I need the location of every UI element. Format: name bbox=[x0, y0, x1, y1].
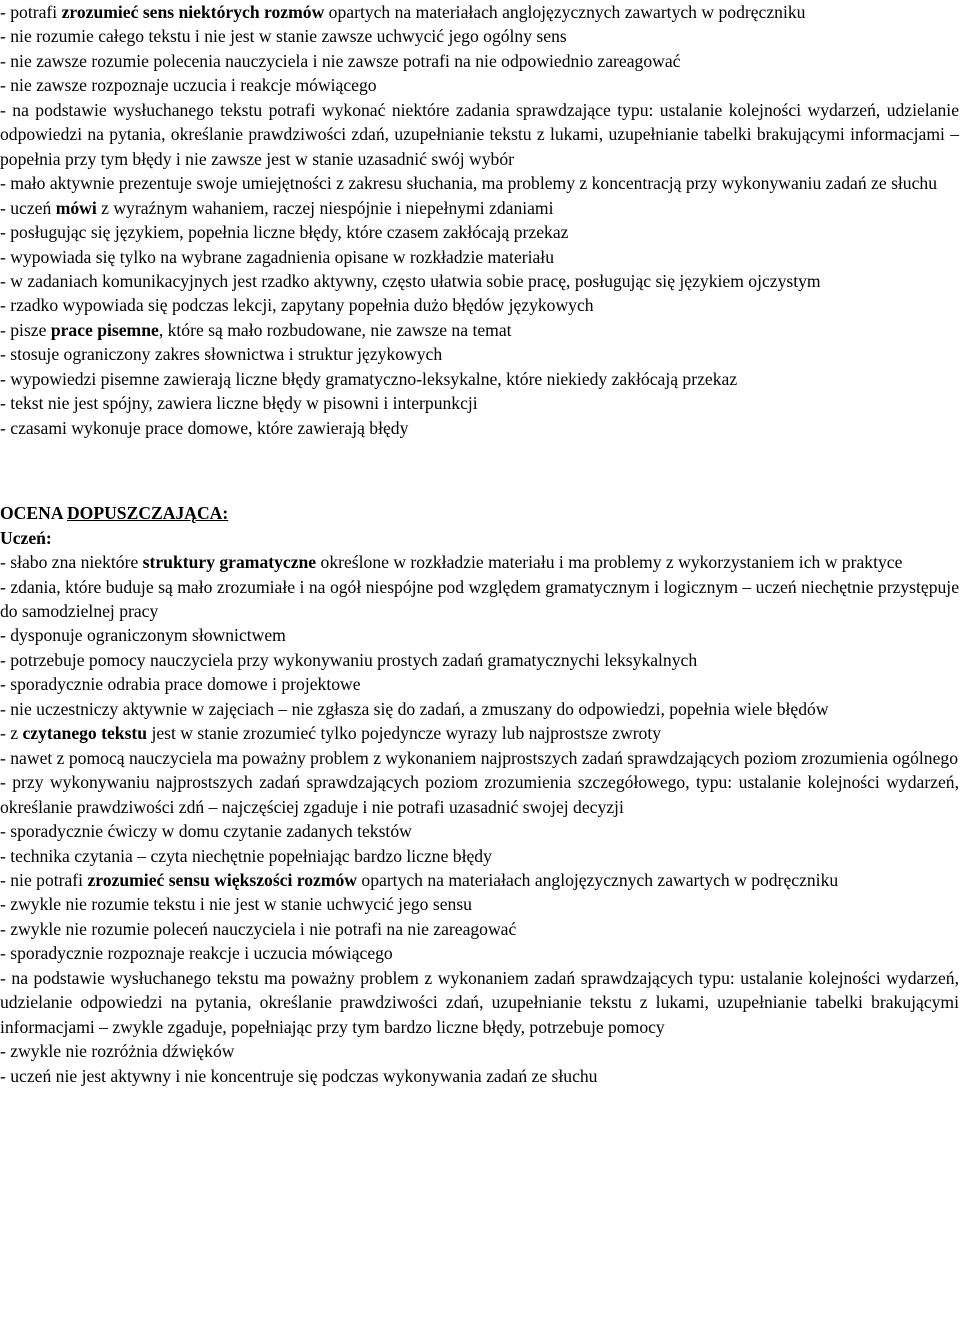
item-text: - nie zawsze rozumie polecenia nauczyciela i nie zawsze potrafi na nie odpowiednio zareagować bbox=[0, 50, 681, 71]
item-text: - nawet z pomocą nauczyciela ma poważny problem z wykonaniem najprostszych zadań sprawdzających poziom zrozumienia ogólnego bbox=[0, 747, 958, 768]
list-item bbox=[0, 391, 959, 415]
item-text: - rzadko wypowiada się podczas lekcji, zapytany popełnia dużo błędów językowych bbox=[0, 295, 594, 316]
item-text: - zwykle nie rozumie poleceń nauczyciela i nie potrafi na nie zareagować bbox=[0, 918, 517, 939]
list-item bbox=[0, 245, 959, 269]
top-criteria-list bbox=[0, 0, 959, 440]
item-text: - wypowiedzi pisemne zawierają liczne błędy gramatyczno-leksykalne, które niekiedy zakłócają przekaz bbox=[0, 368, 738, 389]
list-item bbox=[0, 697, 959, 721]
emphasized-text: czytanego tekstu bbox=[22, 723, 148, 744]
item-text: - na podstawie wysłuchanego tekstu potrafi wykonać niektóre zadania sprawdzające typu: ustalanie kolejności wydarzeń, udzielanie odpowiedzi na pytania, określanie prawdziwości zdań, uzupełnianie tekstu z lukami, uzupełnianie tabelki brakującymi informacjami – popełnia przy tym błędy i nie zawsze jest w stanie uzasadnić swój wybór bbox=[0, 99, 959, 169]
grade-heading-prefix: OCENA bbox=[0, 503, 67, 524]
item-text: - czasami wykonuje prace domowe, które zawierają błędy bbox=[0, 417, 409, 438]
list-item bbox=[0, 416, 959, 440]
item-text: - nie uczestniczy aktywnie w zajęciach – nie zgłasza się do zadań, a zmuszany do odpowiedzi, popełnia wiele błędów bbox=[0, 698, 829, 719]
item-text: - przy wykonywaniu najprostszych zadań sprawdzających poziom zrozumienia szczegółowego, typu: ustalanie kolejności wydarzeń, określanie prawdziwości zdń – najczęściej zgaduje i nie potrafi uzasadnić swojej decyzji bbox=[0, 772, 959, 817]
item-text: - potrzebuje pomocy nauczyciela przy wykonywaniu prostych zadań gramatycznychi leksykalnych bbox=[0, 649, 698, 670]
list-item bbox=[0, 575, 959, 624]
list-item bbox=[0, 49, 959, 73]
list-item bbox=[0, 269, 959, 293]
student-subheading: Uczeń: bbox=[0, 527, 52, 548]
item-text: - uczeń bbox=[0, 197, 56, 218]
emphasized-text: prace pisemne bbox=[50, 319, 159, 340]
item-text: - uczeń nie jest aktywny i nie koncentruje się podczas wykonywania zadań ze słuchu bbox=[0, 1065, 598, 1086]
item-text: - pisze bbox=[0, 319, 51, 340]
section-gap bbox=[0, 440, 959, 501]
item-text: opartych na materiałach anglojęzycznych zawartych w podręczniku bbox=[357, 869, 839, 890]
item-text: - sporadycznie rozpoznaje reakcje i uczucia mówiącego bbox=[0, 943, 393, 964]
item-text: - na podstawie wysłuchanego tekstu ma poważny problem z wykonaniem zadań sprawdzających typu: ustalanie kolejności wydarzeń, udzielanie odpowiedzi na pytania, określanie prawdziwości zdań, uzupełnianie tekstu z lukami, uzupełnianie tabelki brakującymi informacjami – zwykle zgaduje, popełniając przy tym bardzo liczne błędy, potrzebuje pomocy bbox=[0, 967, 959, 1037]
list-item bbox=[0, 819, 959, 843]
grade-heading-title: DOPUSZCZAJĄCA: bbox=[66, 503, 229, 524]
item-text: - nie rozumie całego tekstu i nie jest w stanie zawsze uchwycić jego ogólny sens bbox=[0, 26, 567, 47]
list-item bbox=[0, 868, 959, 892]
item-text: - mało aktywnie prezentuje swoje umiejętności z zakresu słuchania, ma problemy z koncentracją przy wykonywaniu zadań ze słuchu bbox=[0, 173, 938, 194]
list-item bbox=[0, 966, 959, 1039]
list-item bbox=[0, 648, 959, 672]
list-item bbox=[0, 73, 959, 97]
item-text: - technika czytania – czyta niechętnie popełniając bardzo liczne błędy bbox=[0, 845, 492, 866]
list-item bbox=[0, 892, 959, 916]
list-item bbox=[0, 98, 959, 171]
item-text: - sporadycznie ćwiczy w domu czytanie zadanych tekstów bbox=[0, 821, 412, 842]
item-text: - wypowiada się tylko na wybrane zagadnienia opisane w rozkładzie materiału bbox=[0, 246, 554, 267]
item-text: - sporadycznie odrabia prace domowe i projektowe bbox=[0, 674, 361, 695]
list-item bbox=[0, 0, 959, 24]
list-item bbox=[0, 196, 959, 220]
item-text: opartych na materiałach anglojęzycznych zawartych w podręczniku bbox=[324, 2, 806, 22]
list-item bbox=[0, 293, 959, 317]
item-text: - zwykle nie rozróżnia dźwięków bbox=[0, 1041, 235, 1062]
list-item bbox=[0, 171, 959, 195]
list-item bbox=[0, 844, 959, 868]
list-item bbox=[0, 623, 959, 647]
item-text: - zwykle nie rozumie tekstu i nie jest w stanie uchwycić jego sensu bbox=[0, 894, 472, 915]
emphasized-text: struktury gramatyczne bbox=[142, 552, 317, 573]
list-item bbox=[0, 721, 959, 745]
item-text: - zdania, które buduje są mało zrozumiałe i na ogół niespójne pod względem gramatycznym i logicznym – uczeń niechętnie przystępuje do samodzielnej pracy bbox=[0, 576, 959, 621]
item-text: - stosuje ograniczony zakres słownictwa i struktur językowych bbox=[0, 344, 443, 365]
emphasized-text: zrozumieć sensu większości rozmów bbox=[87, 869, 358, 890]
list-item bbox=[0, 220, 959, 244]
list-item bbox=[0, 770, 959, 819]
list-item bbox=[0, 1039, 959, 1063]
list-item bbox=[0, 318, 959, 342]
item-text: - nie potrafi bbox=[0, 869, 88, 890]
item-text: jest w stanie zrozumieć tylko pojedyncze wyrazy lub najprostsze zwroty bbox=[147, 723, 662, 744]
emphasized-text: mówi bbox=[55, 197, 97, 218]
list-item bbox=[0, 367, 959, 391]
item-text: - w zadaniach komunikacyjnych jest rzadko aktywny, często ułatwia sobie pracę, posługując się językiem ojczystym bbox=[0, 270, 821, 291]
grade-heading bbox=[0, 501, 959, 525]
list-item bbox=[0, 1064, 959, 1088]
list-item bbox=[0, 746, 959, 770]
list-item bbox=[0, 941, 959, 965]
list-item bbox=[0, 550, 959, 574]
item-text: - z bbox=[0, 723, 23, 744]
item-text: , które są mało rozbudowane, nie zawsze na temat bbox=[158, 319, 512, 340]
list-item bbox=[0, 24, 959, 48]
item-text: - nie zawsze rozpoznaje uczucia i reakcje mówiącego bbox=[0, 75, 377, 96]
item-text: - słabo zna niektóre bbox=[0, 552, 143, 573]
list-item bbox=[0, 672, 959, 696]
list-item bbox=[0, 342, 959, 366]
item-text: - tekst nie jest spójny, zawiera liczne błędy w pisowni i interpunkcji bbox=[0, 393, 478, 414]
emphasized-text: zrozumieć sens niektórych rozmów bbox=[61, 2, 325, 22]
item-text: z wyraźnym wahaniem, raczej niespójnie i niepełnymi zdaniami bbox=[96, 197, 554, 218]
item-text: - dysponuje ograniczonym słownictwem bbox=[0, 625, 286, 646]
list-item bbox=[0, 917, 959, 941]
bottom-criteria-list bbox=[0, 550, 959, 1088]
item-text: - posługując się językiem, popełnia liczne błędy, które czasem zakłócają przekaz bbox=[0, 222, 569, 243]
item-text: - potrafi bbox=[0, 2, 62, 22]
item-text: określone w rozkładzie materiału i ma problemy z wykorzystaniem ich w praktyce bbox=[316, 552, 903, 573]
